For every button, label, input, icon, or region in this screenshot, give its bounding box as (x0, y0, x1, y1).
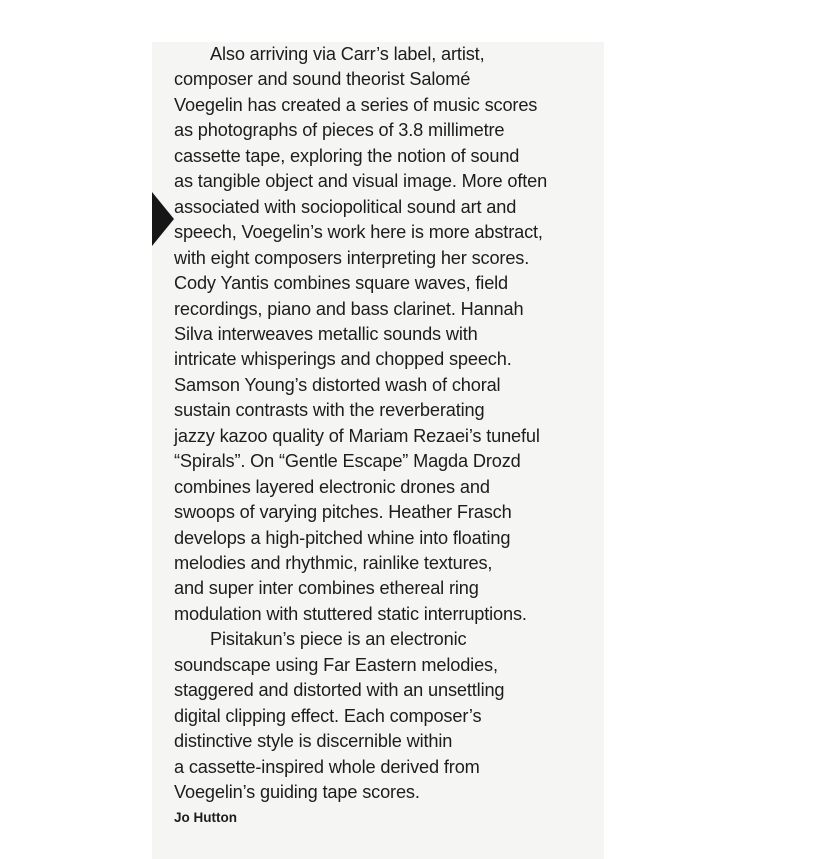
article-text-line: Also arriving via Carr’s label, artist, (210, 44, 485, 64)
page-fold-shadow (152, 192, 174, 246)
article-text-line: as tangible object and visual image. More often (174, 171, 548, 192)
article-text-line: distinctive style is discernible within (174, 731, 453, 752)
article-text-line: melodies and rhythmic, rainlike textures, (174, 553, 493, 573)
article-text-line: Samson Young’s distorted wash of choral (174, 374, 501, 395)
article-text-line: with eight composers interpreting her scores. (174, 247, 530, 268)
article-text-line: Voegelin has created a series of music scores (174, 94, 538, 115)
article-text-line: and super inter combines ethereal ring (174, 578, 479, 599)
article-text-line: Pisitakun’s piece is an electronic (210, 629, 467, 650)
article-text-line: soundscape using Far Eastern melodies, (174, 654, 498, 675)
article-text-line: Silva interweaves metallic sounds with (174, 323, 478, 344)
article-text-line: as photographs of pieces of 3.8 millimetre (174, 120, 505, 141)
article-text-line: a cassette-inspired whole derived from (174, 756, 480, 777)
article-text-line: modulation with stuttered static interruptions. (174, 603, 527, 624)
article-text-line: associated with sociopolitical sound art and (174, 196, 517, 217)
article-text-line: composer and sound theorist Salomé (174, 69, 471, 90)
article-text-line: Cody Yantis combines square waves, field (174, 273, 509, 294)
article-text-line: sustain contrasts with the reverberating (174, 400, 485, 421)
article-text-line: recordings, piano and bass clarinet. Hannah (174, 298, 524, 319)
article-text-line: speech, Voegelin’s work here is more abstract, (174, 222, 543, 243)
article-text-line: staggered and distorted with an unsettling (174, 680, 505, 701)
article-text-line: jazzy kazoo quality of Mariam Rezaei’s tuneful (174, 425, 540, 446)
article-text-line: Voegelin’s guiding tape scores. (174, 782, 420, 803)
article-text-line: combines layered electronic drones and (174, 476, 490, 497)
article-text-line: digital clipping effect. Each composer’s (174, 705, 482, 726)
article-text-line: cassette tape, exploring the notion of sound (174, 145, 520, 166)
author-byline: Jo Hutton (174, 809, 237, 825)
article-text-line: “Spirals”. On “Gentle Escape” Magda Drozd (174, 451, 521, 472)
article-text-line: develops a high-pitched whine into floating (174, 527, 511, 548)
article-text-line: intricate whisperings and chopped speech. (174, 349, 512, 370)
article-text-line: swoops of varying pitches. Heather Frasch (174, 502, 512, 523)
